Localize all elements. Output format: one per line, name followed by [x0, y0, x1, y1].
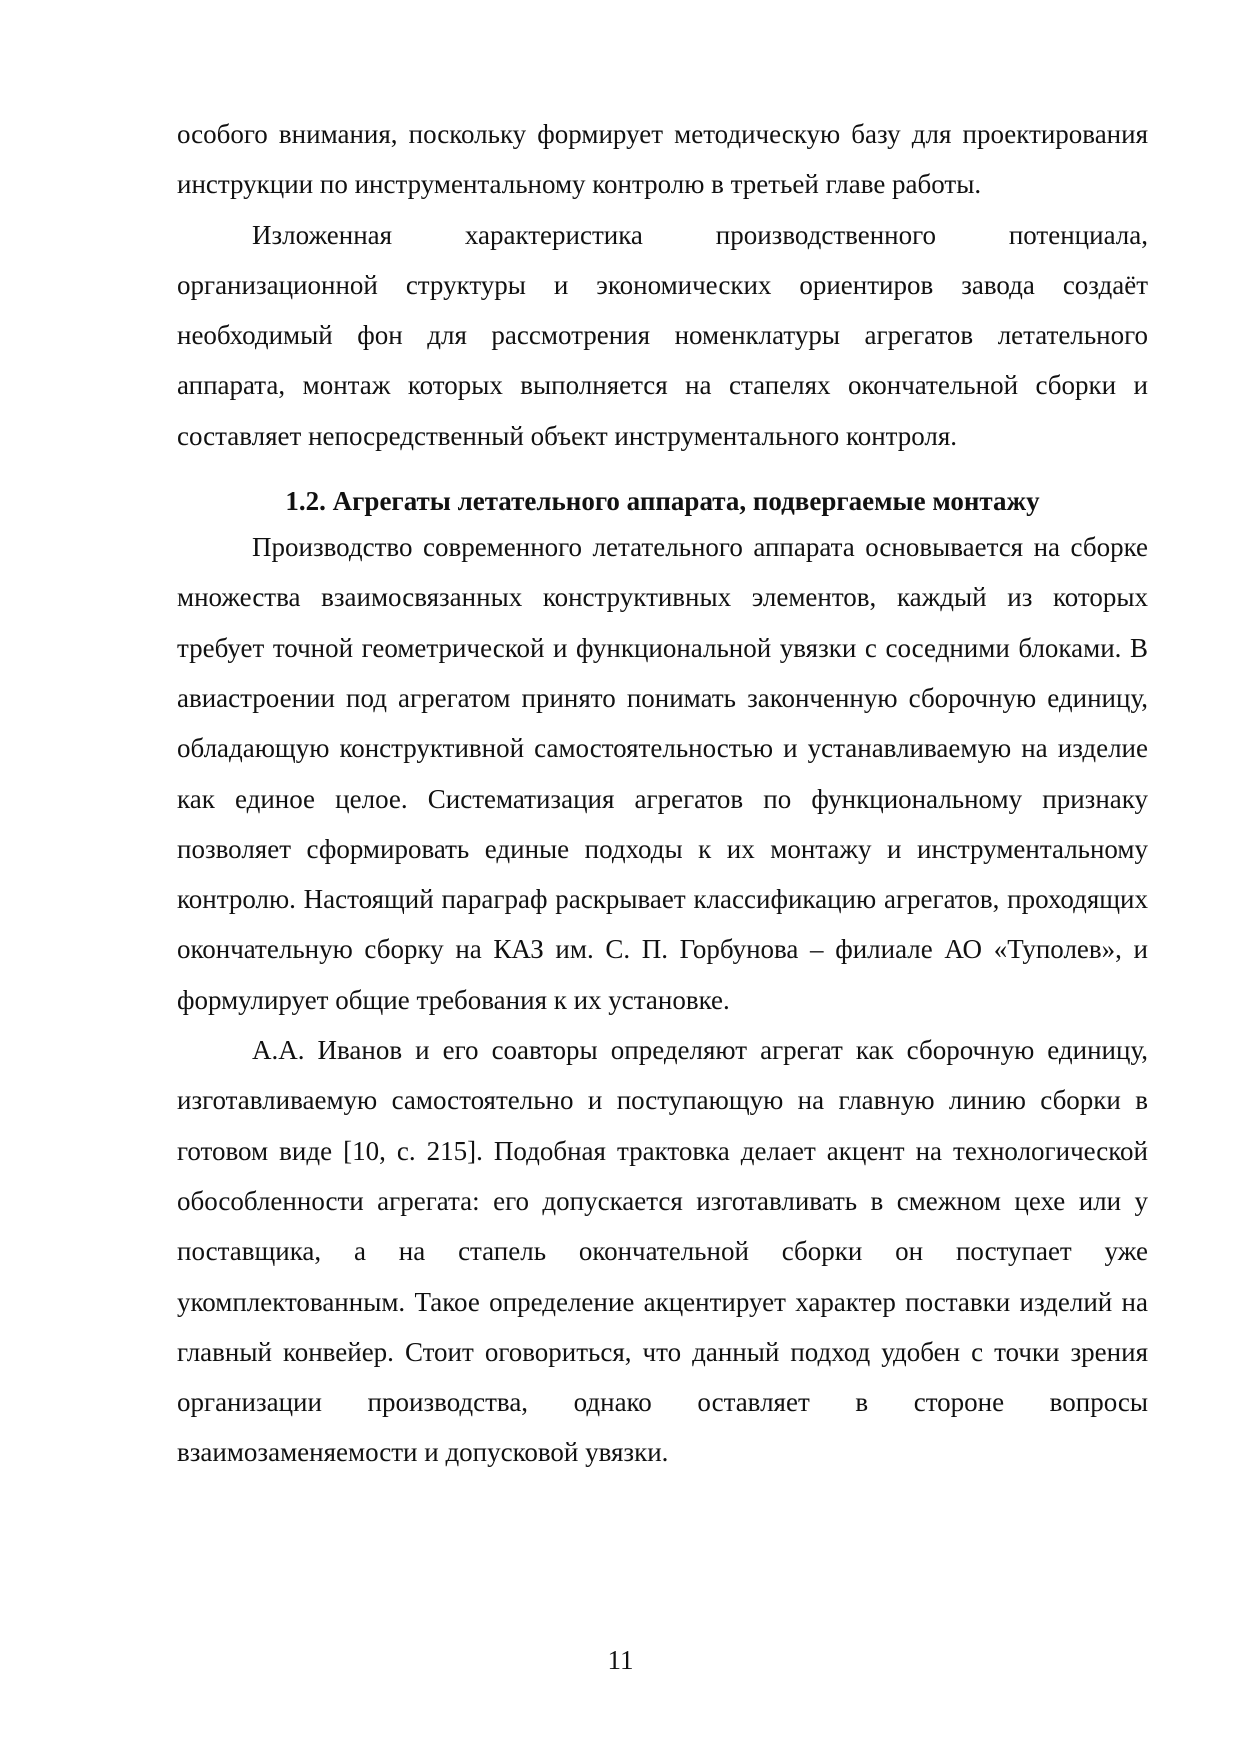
- paragraph-summary: Изложенная характеристика производственного потенциала, организационной структуры и экономических ориентиров завода создаёт необходимый фон для рассмотрения номенклатуры агрегатов летательного аппарата, монтаж которых выполняется на стапелях окончательной сборки и составляет непосредственный объект инструментального контроля.: [177, 219, 1148, 451]
- paragraph-aggregates-intro: Производство современного летательного аппарата основывается на сборке множества взаимосвязанных конструктивных элементов, каждый из которых требует точной геометрической и функциональной увязки с соседними блоками. В авиастроении под агрегатом принято понимать законченную сборочную единицу, обладающую конструктивной самостоятельностью и устанавливаемую на изделие как единое целое. Систематизация агрегатов по функциональному признаку позволяет сформировать единые подходы к их монтажу и инструментальному контролю. Настоящий параграф раскрывает классификацию агрегатов, проходящих окончательную сборку на КАЗ им. С. П. Горбунова – филиале АО «Туполев», и формулирует общие требования к их установке.: [177, 532, 1148, 1015]
- document-page: [177, 109, 1148, 1478]
- paragraph-continuation: особого внимания, поскольку формирует методическую базу для проектирования инструкции по инструментальному контролю в третьей главе работы.: [177, 119, 1148, 200]
- page-number: 11: [607, 1645, 634, 1675]
- paragraph-aggregate-definition: А.А. Иванов и его соавторы определяют агрегат как сборочную единицу, изготавливаемую самостоятельно и поступающую на главную линию сборки в готовом виде [10, с. 215]. Подобная трактовка делает акцент на технологической обособленности агрегата: его допускается изготавливать в смежном цехе или у поставщика, а на стапель окончательной сборки он поступает уже укомплектованным. Такое определение акцентирует характер поставки изделий на главный конвейер. Стоит оговориться, что данный подход удобен с точки зрения организации производства, однако оставляет в стороне вопросы взаимозаменяемости и допусковой увязки.: [177, 1035, 1148, 1468]
- section-heading: 1.2. Агрегаты летательного аппарата, подвергаемые монтажу: [285, 486, 1040, 517]
